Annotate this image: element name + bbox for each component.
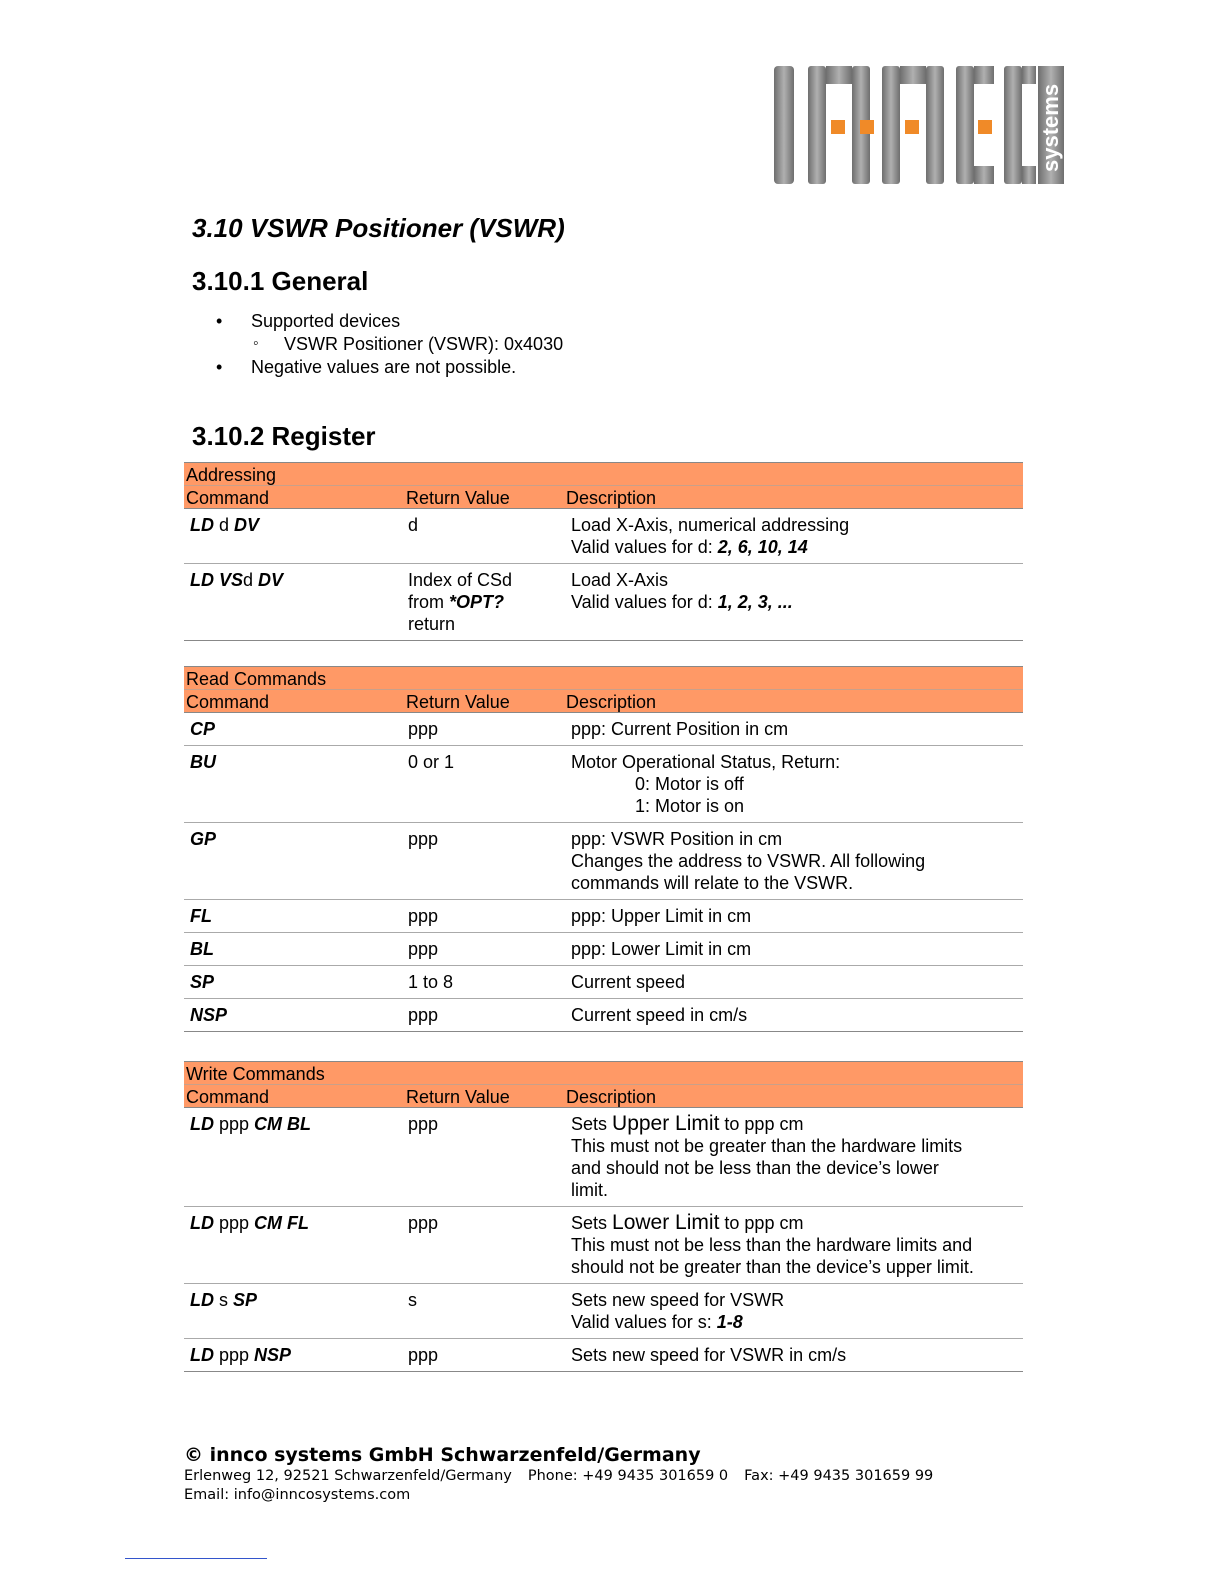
table-row: LD d DV d Load X-Axis, numerical addressing Valid values for d: 2, 6, 10, 14 — [184, 509, 1023, 564]
footer-fax: Fax: +49 9435 301659 99 — [744, 1468, 934, 1484]
col-header-command: Command — [184, 1085, 404, 1108]
col-header-return: Return Value — [404, 690, 562, 713]
table-row: LD ppp NSP ppp Sets new speed for VSWR in cm/s — [184, 1339, 1023, 1372]
general-heading: 3.10.1 General — [192, 266, 369, 296]
table-row: BL ppp ppp: Lower Limit in cm — [184, 933, 1023, 966]
bullet-item: • Negative values are not possible. — [216, 356, 563, 379]
col-header-description: Description — [562, 486, 1023, 509]
bullet-item: • Supported devices — [216, 310, 563, 333]
col-header-return: Return Value — [404, 1085, 562, 1108]
footer-address: Erlenweg 12, 92521 Schwarzenfeld/Germany — [184, 1468, 512, 1484]
col-header-description: Description — [562, 1085, 1023, 1108]
table-row: BU 0 or 1 Motor Operational Status, Return: 0: Motor is off 1: Motor is on — [184, 746, 1023, 823]
logo-subtext: systems — [1038, 83, 1063, 172]
table-section-title: Addressing — [184, 463, 1023, 486]
footer-email: Email: info@inncosystems.com — [184, 1487, 411, 1503]
table-section-title: Read Commands — [184, 667, 1023, 690]
read-commands-table — [184, 666, 1023, 1032]
col-header-return: Return Value — [404, 486, 562, 509]
write-commands-table — [184, 1061, 1023, 1372]
page-footer — [184, 1443, 933, 1505]
table-row: LD VSd DV Index of CSd from *OPT? return Load X-Axis Valid values for d: 1, 2, 3, ... — [184, 564, 1023, 641]
table-row: LD ppp CM BL ppp Sets Upper Limit to ppp cm This must not be greater than the hardware limits and should not be less than the device’s lower limit. — [184, 1108, 1023, 1207]
footer-contact — [184, 1467, 933, 1486]
col-header-description: Description — [562, 690, 1023, 713]
table-row: FL ppp ppp: Upper Limit in cm — [184, 900, 1023, 933]
table-row: SP 1 to 8 Current speed — [184, 966, 1023, 999]
footer-phone: Phone: +49 9435 301659 0 — [527, 1468, 729, 1484]
footnote-separator — [125, 1558, 267, 1559]
addressing-table — [184, 462, 1023, 641]
col-header-command: Command — [184, 486, 404, 509]
table-row: NSP ppp Current speed in cm/s — [184, 999, 1023, 1032]
footer-company: © innco systems GmbH Schwarzenfeld/Germany — [184, 1444, 701, 1466]
innco-logo — [770, 62, 1070, 190]
table-row: CP ppp ppp: Current Position in cm — [184, 713, 1023, 746]
table-row: GP ppp ppp: VSWR Position in cm Changes the address to VSWR. All following commands will relate to the VSWR. — [184, 823, 1023, 900]
register-heading: 3.10.2 Register — [192, 421, 376, 451]
table-row: LD s SP s Sets new speed for VSWR Valid values for s: 1-8 — [184, 1284, 1023, 1339]
table-row: LD ppp CM FL ppp Sets Lower Limit to ppp cm This must not be less than the hardware limits and should not be greater than the device’s upper limit. — [184, 1207, 1023, 1284]
section-title: 3.10 VSWR Positioner (VSWR) — [192, 213, 565, 243]
general-bullets — [216, 310, 563, 379]
sub-bullet-item: ◦ VSWR Positioner (VSWR): 0x4030 — [216, 333, 563, 356]
col-header-command: Command — [184, 690, 404, 713]
table-section-title: Write Commands — [184, 1062, 1023, 1085]
